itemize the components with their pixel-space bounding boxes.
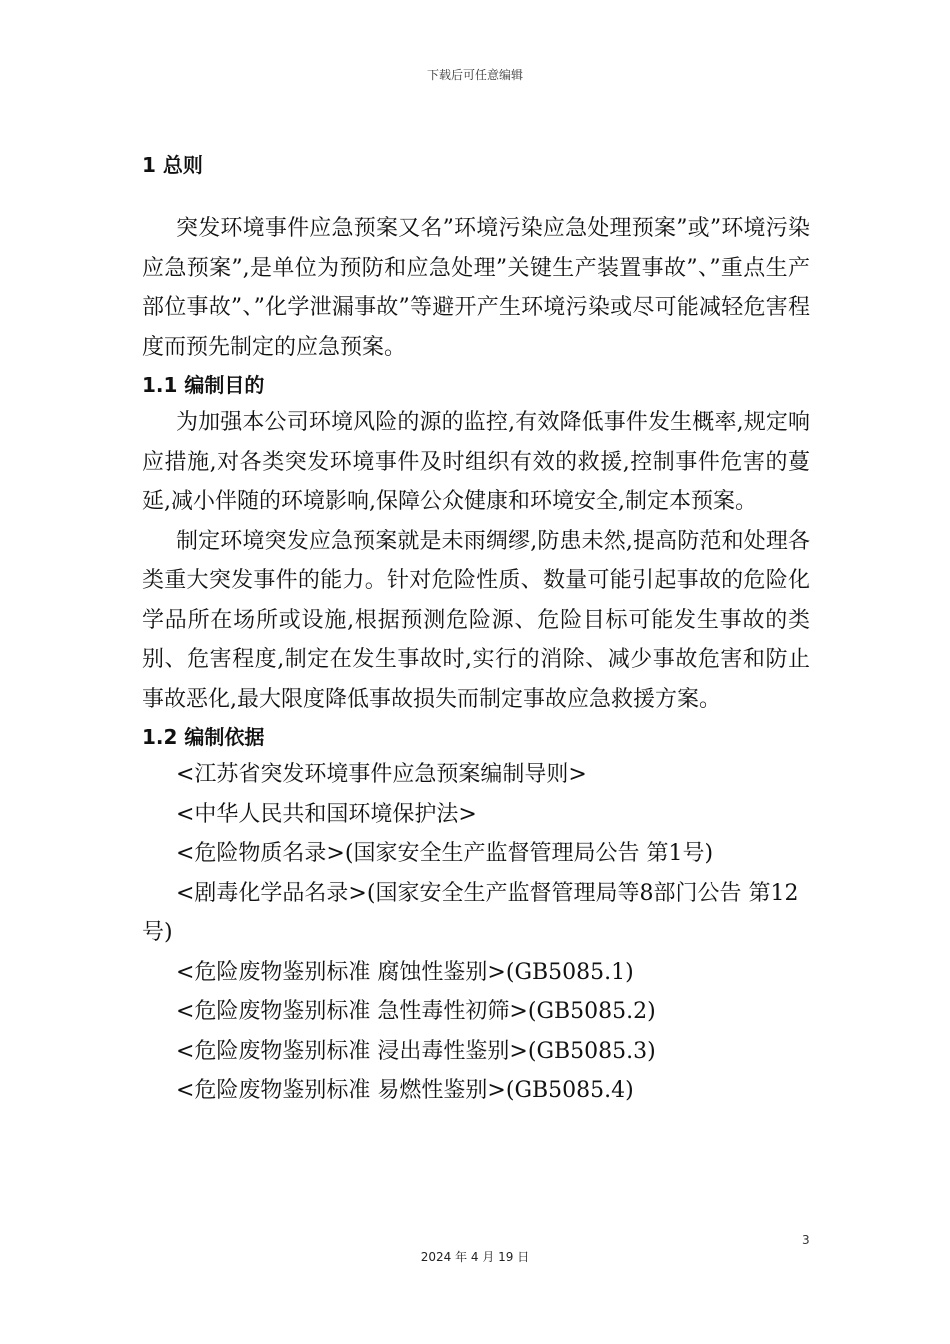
purpose-paragraph-2: 制定环境突发应急预案就是未雨绸缪,防患未然,提高防范和处理各类重大突发事件的能力。针对危险性质、数量可能引起事故的危险化学品所在场所或设施,根据预测危险源、危险目标可能发生事故的类别、危害程度,制定在发生事故时,实行的消除、减少事故危害和防止事故恶化,最大限度降低事故损失而制定事故应急救援方案。 [142, 528, 810, 712]
reference-item: <危险废物鉴别标准 急性毒性初筛>(GB5085.2) [176, 999, 656, 1024]
section-heading-purpose: 1.1 编制目的 [142, 373, 265, 397]
reference-item: <危险废物鉴别标准 易燃性鉴别>(GB5085.4) [176, 1078, 634, 1103]
general-paragraph: 突发环境事件应急预案又名”环境污染应急处理预案”或”环境污染应急预案”,是单位为预防和应急处理”关键生产装置事故”、”重点生产部位事故”、”化学泄漏事故”等避开产生环境污染或尽可能减轻危害程度而预先制定的应急预案。 [142, 216, 810, 360]
section-heading-general: 1 总则 [142, 153, 203, 177]
reference-item: <危险物质名录>(国家安全生产监督管理局公告 第1号) [176, 841, 714, 866]
reference-item: <江苏省突发环境事件应急预案编制导则> [176, 762, 587, 787]
section-heading-basis: 1.2 编制依据 [142, 725, 265, 749]
reference-list [142, 755, 810, 1111]
reference-item: <危险废物鉴别标准 浸出毒性鉴别>(GB5085.3) [176, 1038, 656, 1064]
reference-item: <剧毒化学品名录>(国家安全生产监督管理局等8部门公告 第12号) [142, 880, 799, 945]
reference-item: <危险废物鉴别标准 腐蚀性鉴别>(GB5085.1) [176, 959, 634, 985]
reference-item: <中华人民共和国环境保护法> [176, 801, 477, 827]
purpose-paragraph-1: 为加强本公司环境风险的源的监控,有效降低事件发生概率,规定响应措施,对各类突发环境事件及时组织有效的救援,控制事件危害的蔓延,减小伴随的环境影响,保障公众健康和环境安全,制定本预案。 [142, 410, 810, 514]
page-number: 3 [802, 1233, 810, 1247]
header-note: 下载后可任意编辑 [426, 68, 523, 82]
footer-date: 2024 年 4 月 19 日 [420, 1250, 530, 1264]
document-body [142, 143, 810, 1111]
